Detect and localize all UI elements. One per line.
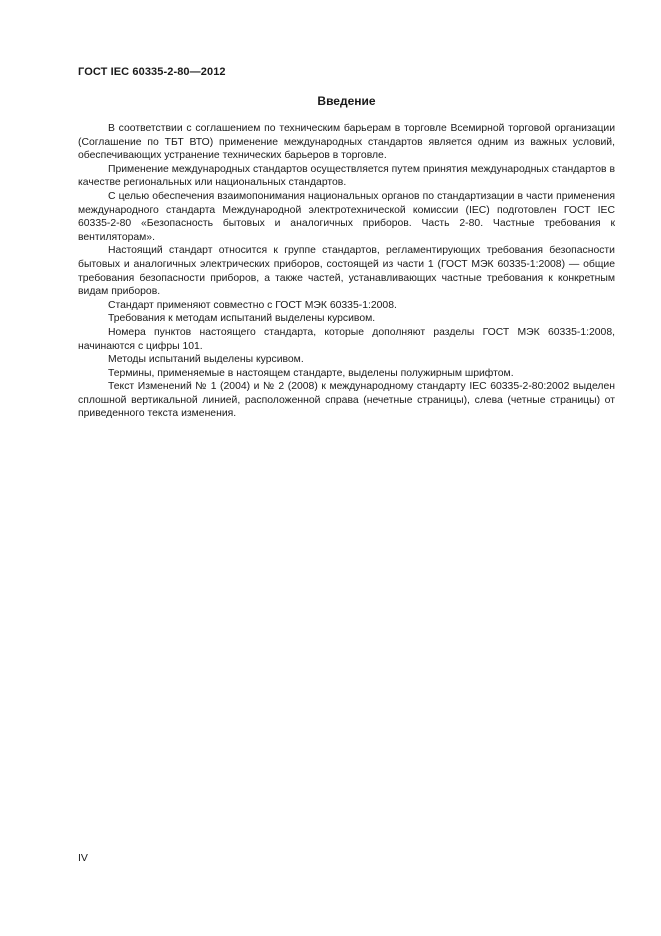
paragraph-4: Настоящий стандарт относится к группе стандартов, регламентирующих требования безопасности бытовых и аналогичных электрических приборов, состоящей из части 1 (ГОСТ МЭК 60335-1:2008) — общие требования безопасности приборов, а также частей, устанавливающих частные требования к конкретным видам приборов. bbox=[78, 245, 615, 298]
document-code-header: ГОСТ IEC 60335-2-80—2012 bbox=[78, 66, 226, 78]
paragraph-2: Применение международных стандартов осуществляется путем принятия международных стандартов в качестве региональных или национальных стандартов. bbox=[78, 163, 615, 189]
page-number: IV bbox=[78, 852, 88, 864]
paragraph-1: В соответствии с соглашением по техническим барьерам в торговле Всемирной торговой организации (Соглашение по ТБТ ВТО) применение международных стандартов является одним из важных условий, обеспечивающих устранение технических барьеров в торговле. bbox=[78, 123, 615, 162]
paragraph-6: Требования к методам испытаний выделены курсивом. bbox=[108, 313, 376, 325]
paragraph-7: Номера пунктов настоящего стандарта, которые дополняют разделы ГОСТ МЭК 60335-1:2008, начинаются с цифры 101. bbox=[78, 326, 615, 352]
paragraph-9: Термины, применяемые в настоящем стандарте, выделены полужирным шрифтом. bbox=[108, 367, 514, 379]
paragraph-3: С целью обеспечения взаимопонимания национальных органов по стандартизации в части применения международного стандарта Международной электротехнической комиссии (IEC) подготовлен ГОСТ IEC 60335-2-80 «Безопасность бытовых и аналогичных приборов. Часть 2-80. Частные требования к вентиляторам». bbox=[78, 190, 615, 243]
introduction-body bbox=[78, 122, 615, 421]
paragraph-5: Стандарт применяют совместно с ГОСТ МЭК 60335-1:2008. bbox=[108, 299, 397, 311]
paragraph-10: Текст Изменений № 1 (2004) и № 2 (2008) к международному стандарту IEC 60335-2-80:2002 выделен сплошной вертикальной линией, расположенной справа (нечетные страницы), слева (четные страницы) от приведенного текста изменения. bbox=[78, 381, 615, 420]
section-title: Введение bbox=[317, 94, 376, 108]
paragraph-8: Методы испытаний выделены курсивом. bbox=[108, 354, 304, 366]
